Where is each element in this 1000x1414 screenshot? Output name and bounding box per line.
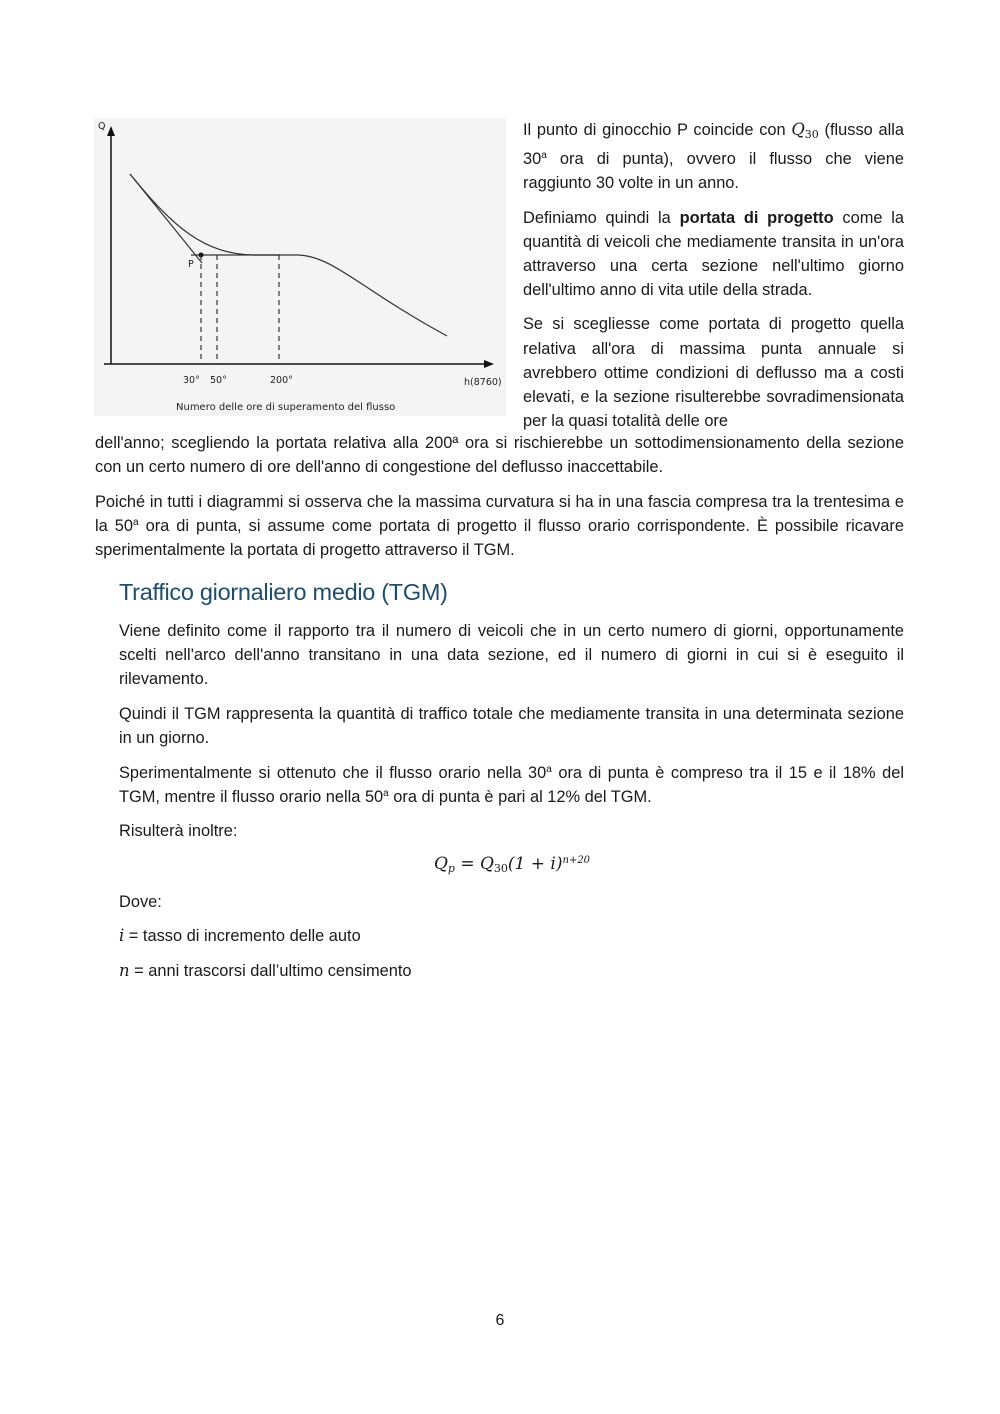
definition-n: n = anni trascorsi dall’ultimo censimento <box>119 961 412 980</box>
point-p-label: P <box>188 259 194 270</box>
paragraph-result: Risulterà inoltre: <box>119 822 238 840</box>
paragraph-peak-choice: Se si scegliesse come portata di progetto quella relativa all'ora di massima punta annuale si avrebbero ottime condizioni di deflusso ma a costi elevati, e la sezione risulterebbe sovradimensionata per la quasi totalità delle ore <box>523 315 904 431</box>
paragraph-tgm-definition: Viene definito come il rapporto tra il numero di veicoli che in un certo numero di giorni, opportunamente scelti nell'arco dell'anno transitano in una data sezione, ed il numero di giorni in cui si è eseguito il rilevamento. <box>119 622 904 689</box>
page-number: 6 <box>495 1312 505 1329</box>
section-heading: Traffico giornaliero medio (TGM) <box>119 579 448 605</box>
label-where: Dove: <box>119 893 162 911</box>
bold-term-design-flow: portata di progetto <box>679 208 834 227</box>
design-flow-formula: $Q_p = Q_{30}(1 + i)^{n+20}$ <box>433 854 591 875</box>
paragraph-curvature: Poiché in tutti i diagrammi si osserva che la massima curvatura si ha in una fascia compresa tra la trentesima e la 50$^a$ ora di punta, si assume come portata di progetto il flusso orario corrispondente. È possibile ricavare sperimentalmente la portata di progetto attraverso il TGM. <box>95 493 904 560</box>
y-axis-arrow <box>107 126 115 136</box>
tick-label-50: 50° <box>210 375 227 386</box>
y-axis-label: Q <box>98 121 106 132</box>
paragraph-tgm-meaning: Quindi il TGM rappresenta la quantità di traffico totale che mediamente transita in una determinata sezione in un giorno. <box>119 705 904 748</box>
flow-duration-diagram <box>94 118 506 416</box>
flow-curve <box>130 174 447 336</box>
flow-duration-figure <box>94 118 506 416</box>
definition-i: i = tasso di incremento delle auto <box>119 926 361 945</box>
q30-symbol: $Q_{30}$ <box>791 120 819 141</box>
paragraph-design-flow-definition: Definiamo quindi la portata di progetto come la quantità di veicoli che mediamente transita in un'ora attraverso una certa sezione nell'ultimo giorno dell'ultimo anno di vita utile della strada. <box>523 208 904 300</box>
paragraph-tgm-experimental: Sperimentalmente si ottenuto che il flusso orario nella 30$^a$ ora di punta è compreso tra il 15 e il 18% del TGM, mentre il flusso orario nella 50$^a$ ora di punta è pari al 12% del TGM. <box>119 764 904 807</box>
figure-caption: Numero delle ore di superamento del flusso <box>176 402 396 413</box>
x-axis-label: h(8760) <box>464 377 502 388</box>
tick-label-30: 30° <box>183 375 200 386</box>
side-text-column <box>523 118 904 443</box>
paragraph-continuation: dell'anno; scegliendo la portata relativa alla 200ª ora si rischierebbe un sottodimensionamento della sezione con un certo numero di ore dell'anno di congestione del deflusso inaccettabile. <box>95 434 904 477</box>
paragraph-knee-point: Il punto di ginocchio P coincide con $Q_{30}$ (flusso alla 30$^a$ ora di punta), ovvero il flusso che viene raggiunto 30 volte in un anno. <box>523 120 904 193</box>
x-axis-arrow <box>484 360 494 368</box>
tick-label-200: 200° <box>270 375 293 386</box>
tangent-line <box>130 174 202 263</box>
